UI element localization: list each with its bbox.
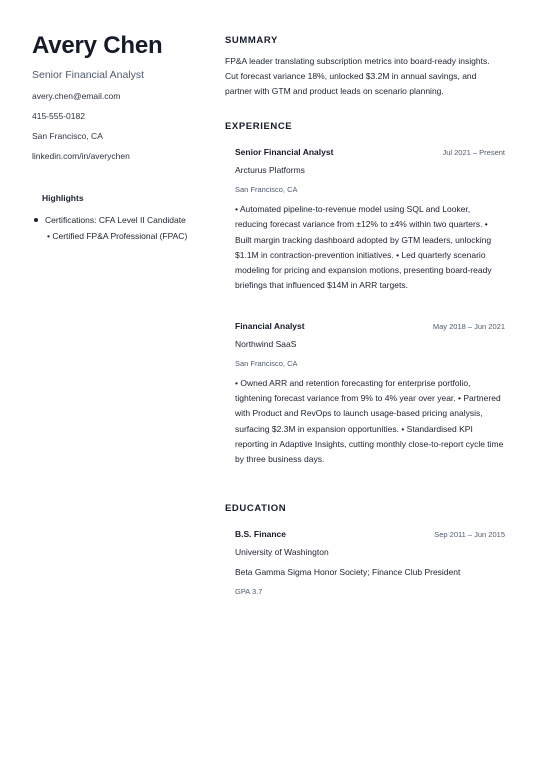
education-section <box>225 502 505 598</box>
job-location: San Francisco, CA <box>235 185 298 194</box>
sidebar <box>32 30 202 162</box>
contact-block <box>32 90 202 162</box>
main-content <box>225 34 505 598</box>
section-heading: EXPERIENCE <box>225 121 293 132</box>
job-dates: May 2018 – Jun 2021 <box>432 321 505 331</box>
education-degree: B.S. Finance <box>235 528 287 539</box>
job-company: Arcturus Platforms <box>235 165 305 175</box>
job-description: • Automated pipeline-to-revenue model using SQL and Looker, reducing forecast variance from ±12% to ±4% within two quarters. • Built margin tracking dashboard adopted by GTM leaders, unlocking $1.1M in contraction-prevention initiatives. • Led quarterly scenario modeling for pricing and expansion motions, presenting board-ready briefings that influenced $14M in ARR targets. <box>235 204 492 291</box>
bullet-icon <box>34 218 38 222</box>
section-heading: EDUCATION <box>225 502 287 514</box>
highlight-text: Certifications: CFA Level II Candidate <box>45 215 186 225</box>
education-school: University of Washington <box>235 546 329 557</box>
contact-email[interactable]: avery.chen@email.com <box>32 91 121 101</box>
highlights-section <box>32 192 212 242</box>
candidate-name: Avery Chen <box>32 32 163 59</box>
job-description: • Owned ARR and retention forecasting for enterprise portfolio, tightening forecast variance from 9% to 4% year over year. • Partnered with Product and RevOps to launch usage-based pricing analysis, surfacing $2.3M in expansion opportunities. • Standardised KPI reporting in Adaptive Insights, cutting monthly close-to-report cycle time by three business days. <box>235 377 504 465</box>
job-entry <box>235 146 505 294</box>
job-location: San Francisco, CA <box>235 358 298 368</box>
highlight-item: • Certified FP&A Professional (FPAC) <box>47 231 188 241</box>
education-entry <box>235 528 505 598</box>
job-entry <box>235 320 505 468</box>
job-company: Northwind SaaS <box>235 338 297 349</box>
education-header <box>235 528 505 541</box>
contact-location: San Francisco, CA <box>32 131 103 141</box>
job-role: Senior Financial Analyst <box>235 147 334 157</box>
contact-linkedin[interactable]: linkedin.com/in/averychen <box>32 151 130 161</box>
education-honors: Beta Gamma Sigma Honor Society; Finance Club President <box>235 566 461 577</box>
contact-phone: 415-555-0182 <box>32 111 85 121</box>
job-header <box>235 146 505 159</box>
job-role: Financial Analyst <box>235 320 305 331</box>
summary-section <box>225 34 505 99</box>
highlights-heading: Highlights <box>42 193 84 203</box>
highlight-item <box>32 214 212 226</box>
education-gpa: GPA 3.7 <box>235 586 263 596</box>
summary-text: FP&A leader translating subscription metrics into board-ready insights. Cut forecast variance 18%, unlocked $3.2M in annual savings, and partner with GTM and product leads on scenario planning. <box>225 56 490 96</box>
candidate-title: Senior Financial Analyst <box>32 69 145 81</box>
experience-section <box>225 120 505 468</box>
section-heading: SUMMARY <box>225 35 278 46</box>
job-header <box>235 320 505 333</box>
job-dates: Jul 2021 – Present <box>442 148 505 157</box>
education-dates: Sep 2011 – Jun 2015 <box>434 529 505 539</box>
